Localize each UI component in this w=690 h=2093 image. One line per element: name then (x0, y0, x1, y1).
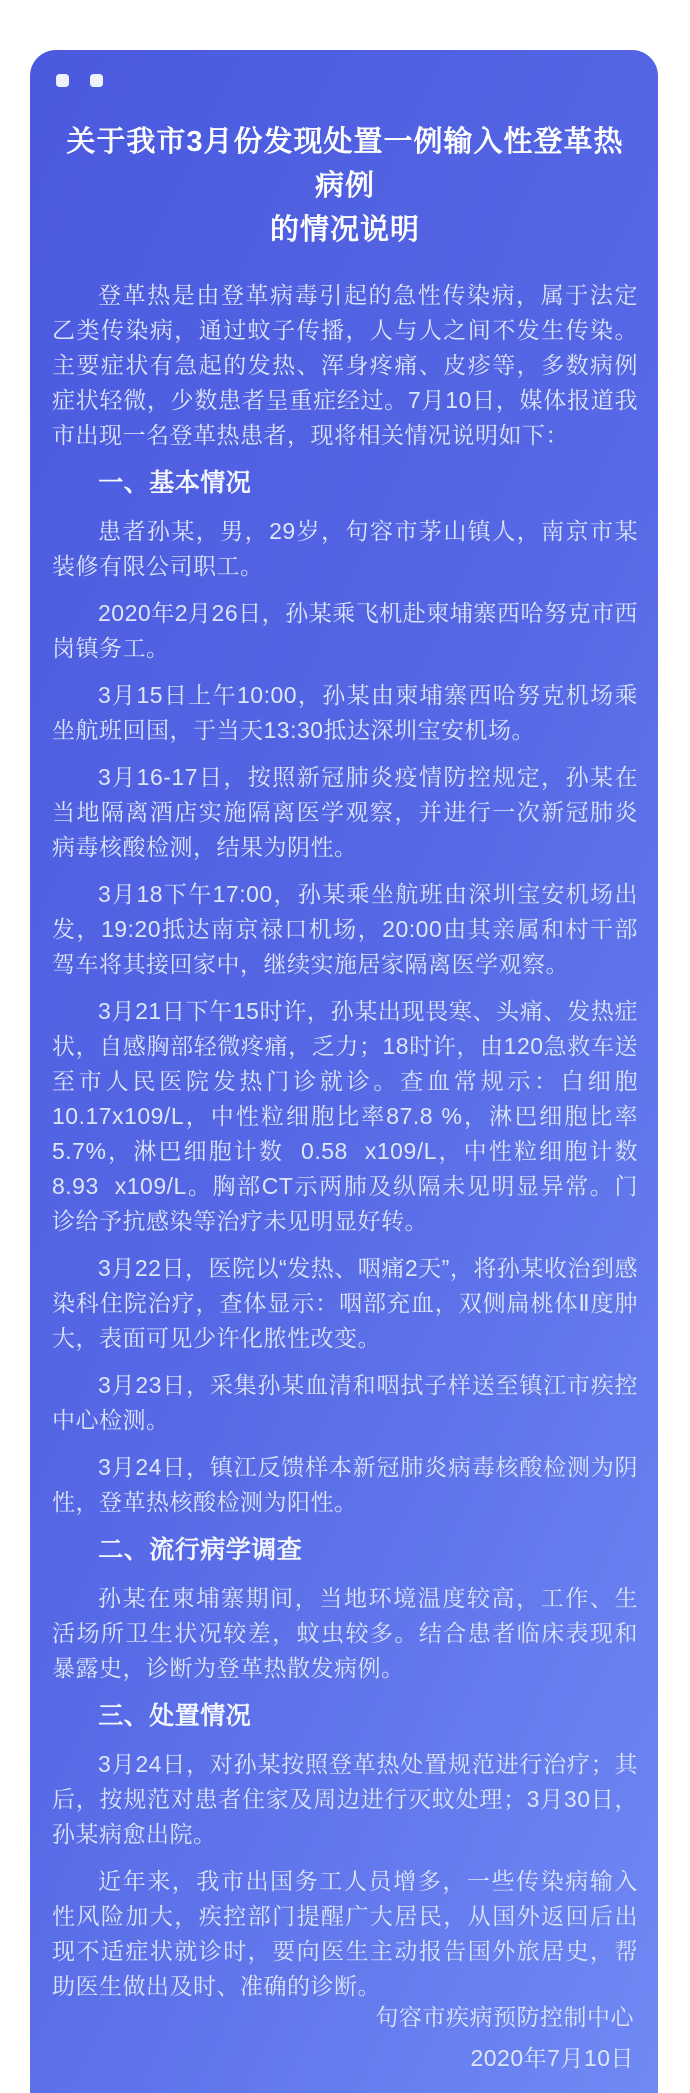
body-paragraph: 3月15日上午10:00，孙某由柬埔寨西哈努克机场乘坐航班回国，于当天13:30抵达深圳宝安机场。 (52, 682, 638, 743)
body-paragraph: 3月16-17日，按照新冠肺炎疫情防控规定，孙某在当地隔离酒店实施隔离医学观察，并进行一次新冠肺炎病毒核酸检测，结果为阴性。 (52, 764, 638, 860)
page-title-line-2: 的情况说明 (269, 214, 420, 246)
section-heading: 三、处置情况 (98, 1702, 252, 1730)
body-paragraph: 3月21日下午15时许，孙某出现畏寒、头痛、发热症状，自感胸部轻微疼痛，乏力；18时许，由120急救车送至市人民医院发热门诊就诊。查血常规示：白细胞10.17x109/L，中性粒细胞比率87.8 %，淋巴细胞比率5.7%，淋巴细胞计数 0.58 x109/L，中性粒细胞计数8.93 x109/L。胸部CT示两肺及纵隔未见明显异常。门诊给予抗感染等治疗未见明显好转。 (52, 998, 638, 1234)
document-body (52, 278, 638, 2004)
signature-date: 2020年7月10日 (470, 2045, 634, 2071)
body-paragraph: 3月24日，对孙某按照登革热处置规范进行治疗；其后，按规范对患者住家及周边进行灭蚊处理；3月30日，孙某病愈出院。 (52, 1751, 638, 1847)
section-heading: 二、流行病学调查 (98, 1536, 303, 1564)
body-paragraph: 3月22日，医院以“发热、咽痛2天”，将孙某收治到感染科住院治疗，查体显示：咽部充血，双侧扁桃体Ⅱ度肿大，表面可见少许化脓性改变。 (52, 1255, 638, 1351)
quote-square-icon (56, 74, 69, 87)
quote-square-icon (90, 74, 103, 87)
quote-decoration (56, 74, 638, 88)
signature-block (376, 1997, 635, 2079)
body-paragraph: 登革热是由登革病毒引起的急性传染病，属于法定乙类传染病，通过蚊子传播，人与人之间不发生传染。主要症状有急起的发热、浑身疼痛、皮疹等，多数病例症状轻微，少数患者呈重症经过。7月10日，媒体报道我市出现一名登革热患者，现将相关情况说明如下： (52, 282, 638, 448)
body-paragraph: 3月18下午17:00，孙某乘坐航班由深圳宝安机场出发，19:20抵达南京禄口机场，20:00由其亲属和村干部驾车将其接回家中，继续实施居家隔离医学观察。 (52, 881, 638, 977)
body-paragraph: 患者孙某，男，29岁，句容市茅山镇人，南京市某装修有限公司职工。 (52, 518, 638, 579)
section-heading: 一、基本情况 (98, 469, 252, 497)
page-title (52, 120, 638, 252)
signature-org: 句容市疾病预防控制中心 (375, 2004, 634, 2030)
body-paragraph: 孙某在柬埔寨期间，当地环境温度较高，工作、生活场所卫生状况较差，蚊虫较多。结合患者临床表现和暴露史，诊断为登革热散发病例。 (52, 1585, 638, 1681)
body-paragraph: 2020年2月26日，孙某乘飞机赴柬埔寨西哈努克市西岗镇务工。 (52, 600, 638, 661)
body-paragraph: 近年来，我市出国务工人员增多，一些传染病输入性风险加大，疾控部门提醒广大居民，从国外返回后出现不适症状就诊时，要向医生主动报告国外旅居史，帮助医生做出及时、准确的诊断。 (52, 1868, 638, 1999)
body-paragraph: 3月24日，镇江反馈样本新冠肺炎病毒核酸检测为阴性，登革热核酸检测为阳性。 (52, 1454, 638, 1515)
body-paragraph: 3月23日，采集孙某血清和咽拭子样送至镇江市疾控中心检测。 (52, 1372, 638, 1433)
page-title-line-1: 关于我市3月份发现处置一例输入性登革热病例 (66, 126, 624, 202)
announcement-card (30, 50, 658, 2093)
